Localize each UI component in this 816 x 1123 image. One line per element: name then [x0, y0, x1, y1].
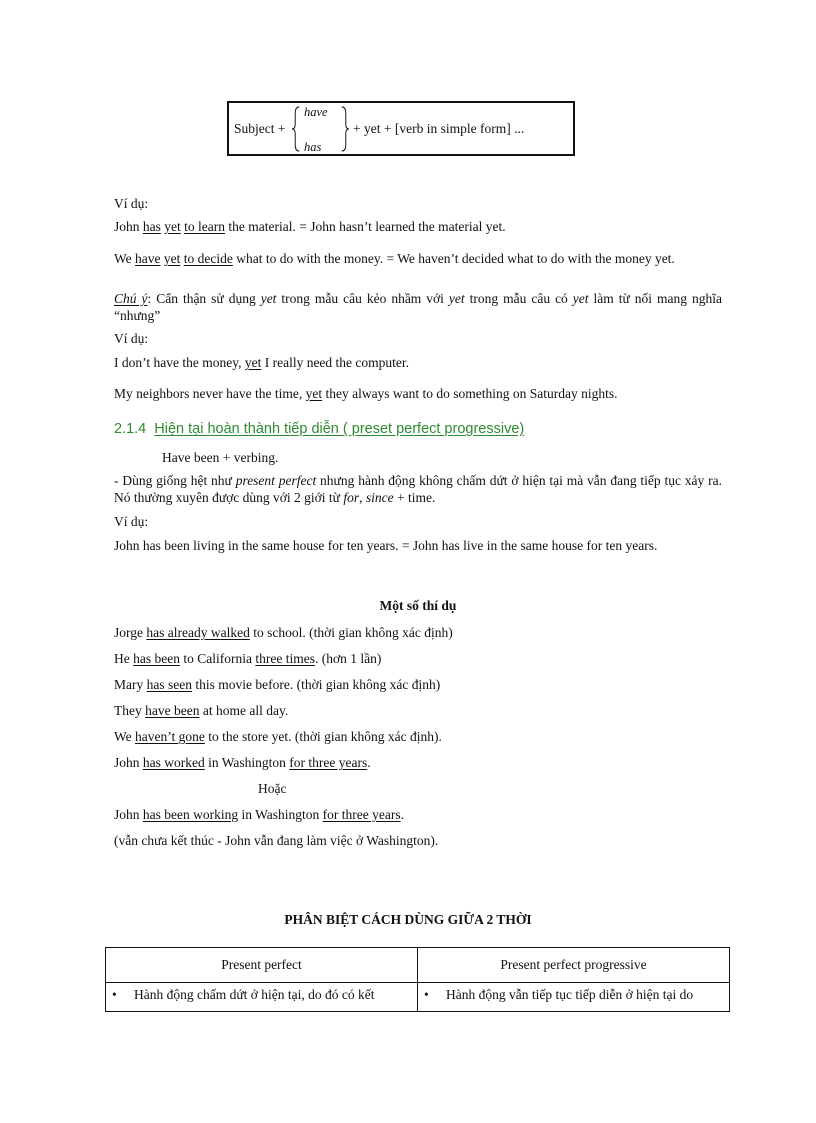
formula-have: have: [304, 105, 328, 119]
sample-sentence: John has been working in Washington for three years.: [114, 807, 405, 822]
compare-table: [105, 947, 730, 1012]
section-heading: 2.1.4 Hiện tại hoàn thành tiếp diễn ( preset perfect progressive): [114, 421, 525, 437]
formula-rest: + yet + [verb in simple form] ...: [353, 121, 525, 136]
right-brace-icon: [341, 106, 349, 152]
example-sentence: John has yet to learn the material. = John hasn’t learned the material yet.: [114, 219, 506, 234]
note-paragraph: Chú ý: Cẩn thận sử dụng yet trong mẫu câu kẻo nhầm với yet trong mẫu câu có yet làm từ nối mang nghĩa “nhưng”: [114, 291, 722, 323]
bullet-icon: •: [112, 987, 117, 1002]
section-description: - Dùng giống hệt như present perfect nhưng hành động không chấm dứt ở hiện tại mà vẫn đang tiếp tục xảy ra. Nó thường xuyên được dùng với 2 giới từ for, since + time.: [114, 473, 722, 505]
example-label: Ví dụ:: [114, 514, 149, 529]
example-sentence: I don’t have the money, yet I really need the computer.: [114, 355, 410, 370]
formula-has: has: [304, 140, 322, 154]
section-formula: Have been + verbing.: [162, 450, 279, 465]
compare-col-header: Present perfect: [106, 948, 418, 983]
formula-box: [227, 101, 575, 156]
sample-sentence: Jorge has already walked to school. (thời gian không xác định): [114, 625, 453, 640]
left-brace-icon: [292, 106, 300, 152]
example-label: Ví dụ:: [114, 331, 149, 346]
compare-cell: • Hành động vẫn tiếp tục tiếp diễn ở hiện tại do: [418, 983, 730, 1012]
example-label: Ví dụ:: [114, 196, 149, 211]
compare-title: PHÂN BIỆT CÁCH DÙNG GIỮA 2 THỜI: [284, 912, 532, 927]
sample-sentence: Mary has seen this movie before. (thời gian không xác định): [114, 677, 441, 692]
sample-sentence: We haven’t gone to the store yet. (thời gian không xác định).: [114, 729, 442, 744]
sample-sentence: They have been at home all day.: [114, 703, 289, 718]
compare-cell: • Hành động chấm dứt ở hiện tại, do đó có kết: [106, 983, 418, 1012]
example-sentence: John has been living in the same house for ten years. = John has live in the same house for ten years.: [114, 538, 658, 553]
sample-sentence: John has worked in Washington for three years.: [114, 755, 371, 770]
compare-col-header: Present perfect progressive: [418, 948, 730, 983]
example-sentence: We have yet to decide what to do with the money. = We haven’t decided what to do with the money yet.: [114, 251, 675, 266]
formula-subject: Subject +: [234, 121, 286, 136]
bullet-icon: •: [424, 987, 429, 1002]
sample-sentence: (vẫn chưa kết thúc - John vẫn đang làm việc ở Washington).: [114, 833, 439, 848]
example-sentence: My neighbors never have the time, yet they always want to do something on Saturday nights.: [114, 386, 618, 401]
or-label: Hoặc: [258, 781, 287, 796]
sample-sentence: He has been to California three times. (hơn 1 lần): [114, 651, 382, 666]
samples-title: Một số thí dụ: [379, 598, 457, 613]
